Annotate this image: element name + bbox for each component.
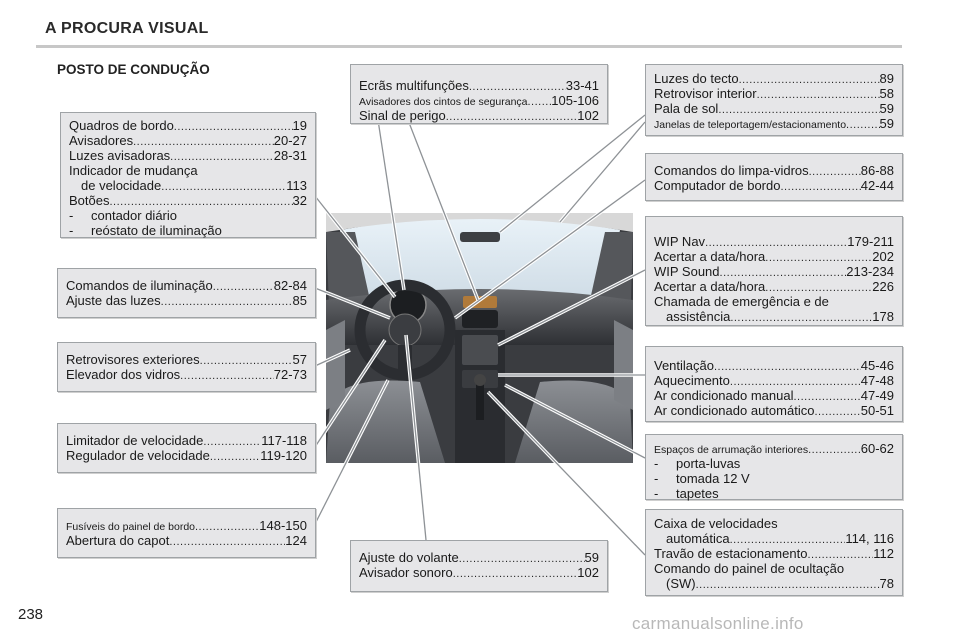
index-entry: WIP Sound ..... 213-234 bbox=[654, 264, 894, 279]
index-entry: Chamada de emergência e de bbox=[654, 294, 829, 309]
index-entry: Computador de bordo ..... 42-44 bbox=[654, 178, 894, 193]
door-panel-left bbox=[326, 320, 345, 410]
box-luzes-tecto bbox=[645, 64, 903, 136]
index-entry: Comandos de iluminação ..... 82-84 bbox=[66, 278, 307, 293]
index-entry: Botões ..... 32 bbox=[69, 193, 307, 208]
box-limitador-velocidade bbox=[57, 423, 316, 473]
radio-panel bbox=[462, 335, 498, 365]
index-entry: Ventilação ..... 45-46 bbox=[654, 358, 894, 373]
index-subentry: - porta-luvas bbox=[654, 456, 894, 471]
index-subentry: - tapetes bbox=[654, 486, 894, 501]
index-entry: assistência ..... 178 bbox=[654, 309, 894, 324]
index-entry: Caixa de velocidades bbox=[654, 516, 778, 531]
index-entry: Sinal de perigo ..... 102 bbox=[359, 108, 599, 123]
index-entry: Abertura do capot ..... 124 bbox=[66, 533, 307, 548]
index-entry: Acertar a data/hora ..... 226 bbox=[654, 279, 894, 294]
rear-view-mirror bbox=[460, 232, 500, 242]
centre-vents bbox=[462, 310, 498, 328]
index-entry: Acertar a data/hora ..... 202 bbox=[654, 249, 894, 264]
box-limpa-vidros bbox=[645, 153, 903, 201]
index-entry: de velocidade ..... 113 bbox=[69, 178, 307, 193]
index-entry: Travão de estacionamento ..... 112 bbox=[654, 546, 894, 561]
index-entry: Luzes avisadoras ..... 28-31 bbox=[69, 148, 307, 163]
index-entry: Regulador de velocidade ..... 119-120 bbox=[66, 448, 307, 463]
index-entry: Elevador dos vidros ..... 72-73 bbox=[66, 367, 307, 382]
index-entry: Fusíveis do painel de bordo ..... 148-150 bbox=[66, 518, 307, 533]
index-entry: Avisadores ..... 20-27 bbox=[69, 133, 307, 148]
index-entry: Quadros de bordo ..... 19 bbox=[69, 118, 307, 133]
door-panel-right bbox=[614, 320, 633, 410]
index-entry: WIP Nav ..... 179-211 bbox=[654, 234, 894, 249]
index-entry: Ar condicionado manual ..... 47-49 bbox=[654, 388, 894, 403]
index-entry: Ar condicionado automático ..... 50-51 bbox=[654, 403, 894, 418]
index-entry: Espaços de arrumação interiores ..... 60-62 bbox=[654, 441, 894, 456]
index-entry: Avisador sonoro ..... 102 bbox=[359, 565, 599, 580]
index-subentry: - tomada 12 V bbox=[654, 471, 894, 486]
box-espacos-arrumacao bbox=[645, 434, 903, 500]
gear-knob bbox=[474, 374, 486, 386]
section-title: POSTO DE CONDUÇÃO bbox=[57, 62, 210, 77]
box-ventilacao bbox=[645, 346, 903, 422]
index-entry: Comandos do limpa-vidros ..... 86-88 bbox=[654, 163, 894, 178]
index-subentry: - reóstato de iluminação bbox=[69, 223, 307, 238]
index-entry: Limitador de velocidade ..... 117-118 bbox=[66, 433, 307, 448]
index-entry: Janelas de teleportagem/estacionamento ..... 59 bbox=[654, 116, 894, 131]
index-entry: Aquecimento ..... 47-48 bbox=[654, 373, 894, 388]
index-entry: Ecrãs multifunções ..... 33-41 bbox=[359, 78, 599, 93]
watermark: carmanualsonline.info bbox=[632, 614, 804, 633]
index-entry: Indicador de mudança bbox=[69, 163, 198, 178]
box-retrovisores bbox=[57, 342, 316, 392]
index-subentry: - contador diário bbox=[69, 208, 307, 223]
box-fusiveis bbox=[57, 508, 316, 558]
box-ecras-multifuncoes bbox=[350, 64, 608, 124]
box-wip bbox=[645, 216, 903, 326]
index-entry: Ajuste do volante ..... 59 bbox=[359, 550, 599, 565]
index-entry: Avisadores dos cintos de segurança ..... 105-106 bbox=[359, 93, 599, 108]
page-header-title: A PROCURA VISUAL bbox=[45, 20, 209, 37]
index-entry: Retrovisores exteriores ..... 57 bbox=[66, 352, 307, 367]
index-entry: Retrovisor interior ..... 58 bbox=[654, 86, 894, 101]
box-ajuste-volante bbox=[350, 540, 608, 592]
index-entry: automática ..... 114, 116 bbox=[654, 531, 894, 546]
box-caixa-velocidades bbox=[645, 509, 903, 596]
index-entry: Ajuste das luzes ..... 85 bbox=[66, 293, 307, 308]
index-entry: Pala de sol ..... 59 bbox=[654, 101, 894, 116]
box-iluminacao bbox=[57, 268, 316, 318]
index-entry: Comando do painel de ocultação bbox=[654, 561, 845, 576]
page-number: 238 bbox=[18, 606, 44, 623]
index-entry: Luzes do tecto ..... 89 bbox=[654, 71, 894, 86]
box-quadros-de-bordo bbox=[60, 112, 316, 238]
index-entry: (SW) ..... 78 bbox=[654, 576, 894, 591]
